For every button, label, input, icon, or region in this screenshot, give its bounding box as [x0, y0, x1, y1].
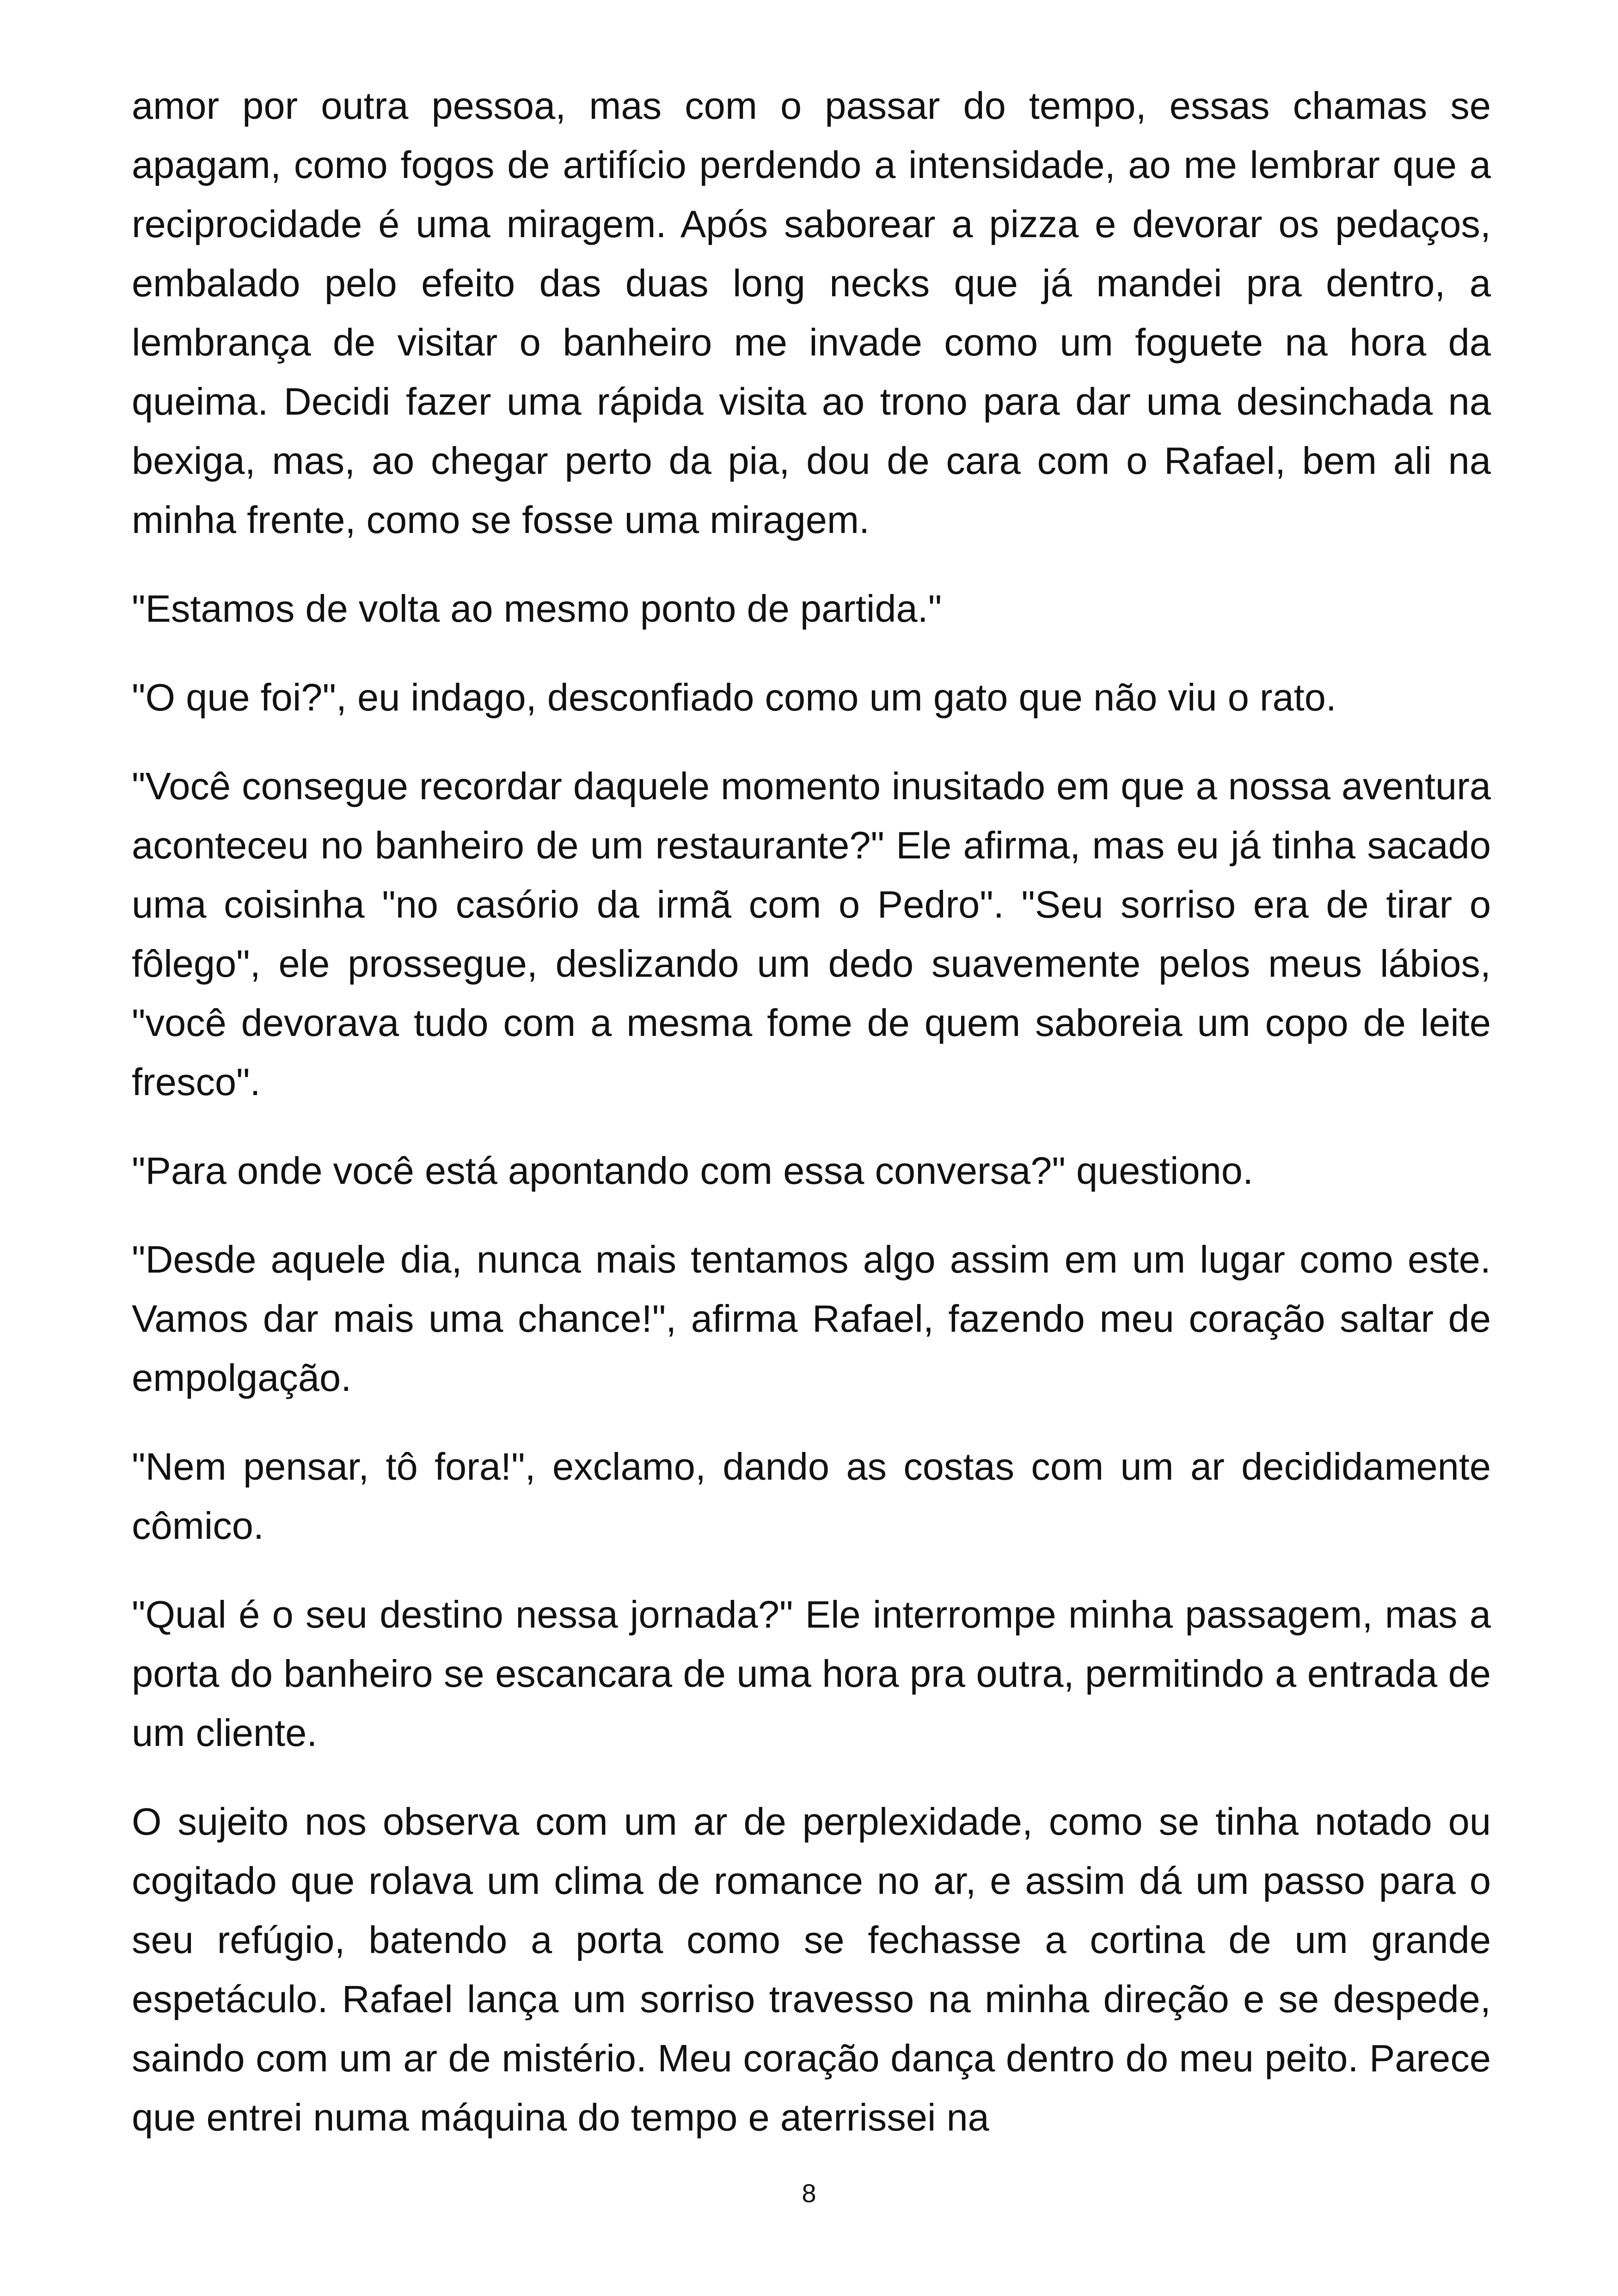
paragraph: amor por outra pessoa, mas com o passar do tempo, essas chamas se apagam, como fogos de artifício perdendo a intensidade, ao me lembrar que a reciprocidade é uma miragem. Após saborear a pizza e devorar os pedaços, embalado pelo efeito das duas long necks que já mandei pra dentro, a lembrança de visitar o banheiro me invade como um foguete na hora da queima. Decidi fazer uma rápida visita ao trono para dar uma desinchada na bexiga, mas, ao chegar perto da pia, dou de cara com o Rafael, bem ali na minha frente, como se fosse uma miragem.	[132, 84, 1491, 541]
paragraph: "Desde aquele dia, nunca mais tentamos algo assim em um lugar como este. Vamos dar mais uma chance!", afirma Rafael, fazendo meu coração saltar de empolgação.	[132, 1238, 1491, 1399]
paragraph: "Você consegue recordar daquele momento inusitado em que a nossa aventura aconteceu no banheiro de um restaurante?" Ele afirma, mas eu já tinha sacado uma coisinha "no casório da irmã com o Pedro". "Seu sorriso era de tirar o fôlego", ele prossegue, deslizando um dedo suavemente pelos meus lábios, "você devorava tudo com a mesma fome de quem saboreia um copo de leite fresco".	[132, 765, 1491, 1103]
paragraph: O sujeito nos observa com um ar de perplexidade, como se tinha notado ou cogitado que rolava um clima de romance no ar, e assim dá um passo para o seu refúgio, batendo a porta como se fechasse a cortina de um grande espetáculo. Rafael lança um sorriso travesso na minha direção e se despede, saindo com um ar de mistério. Meu coração dança dentro do meu peito. Parece que entrei numa máquina do tempo e aterrissei na	[132, 1800, 1491, 2139]
page-number: 8	[802, 2179, 816, 2208]
paragraph: "Qual é o seu destino nessa jornada?" Ele interrompe minha passagem, mas a porta do banheiro se escancara de uma hora pra outra, permitindo a entrada de um cliente.	[132, 1593, 1491, 1754]
paragraph: "Estamos de volta ao mesmo ponto de partida."	[132, 587, 942, 630]
body-text	[132, 76, 1491, 2147]
paragraph: "Nem pensar, tô fora!", exclamo, dando as costas com um ar decididamente cômico.	[132, 1445, 1491, 1547]
paragraph: "Para onde você está apontando com essa conversa?" questiono.	[132, 1149, 1254, 1192]
paragraph: "O que foi?", eu indago, desconfiado como um gato que não viu o rato.	[132, 676, 1336, 719]
